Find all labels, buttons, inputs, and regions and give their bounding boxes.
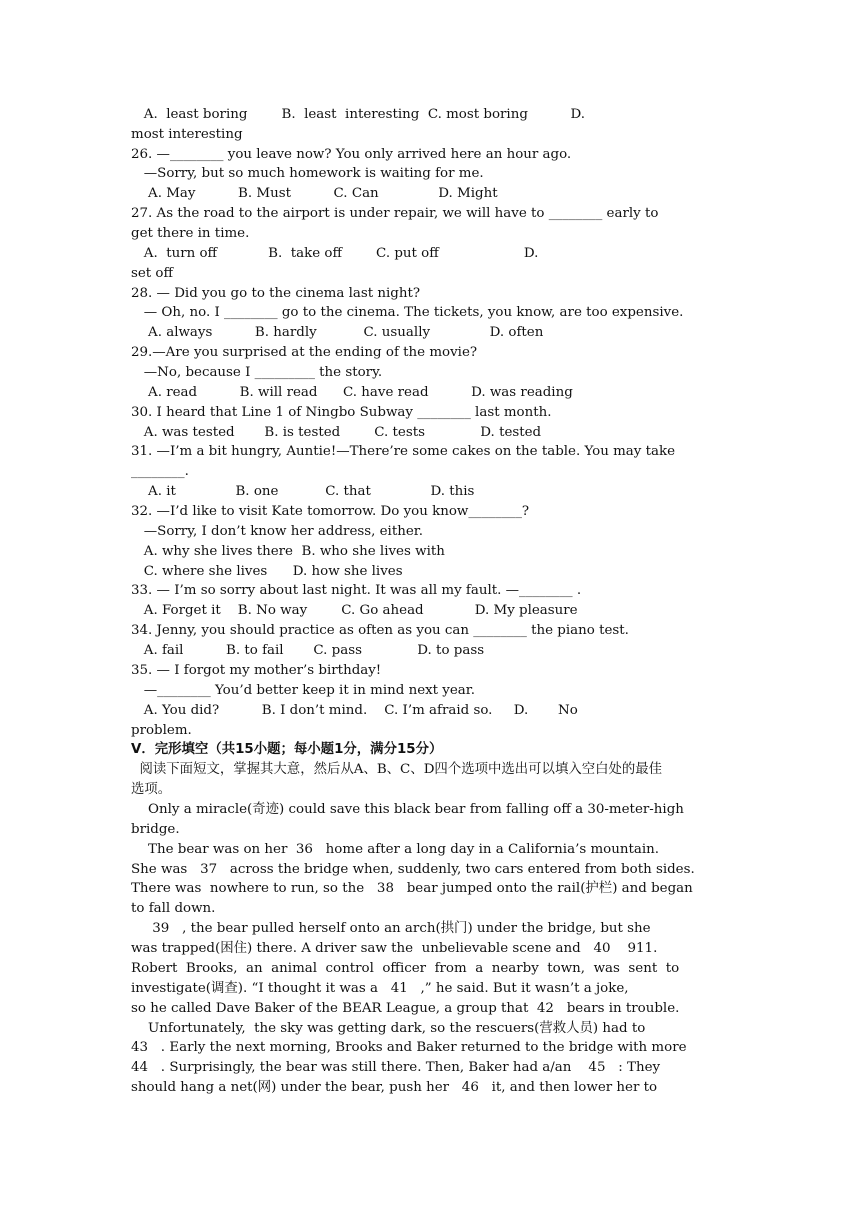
text-line: —Sorry, but so much homework is waiting for me.: [131, 166, 484, 181]
text-line: 27. As the road to the airport is under repair, we will have to ________ early to: [131, 206, 659, 221]
text-line: ________.: [131, 464, 189, 479]
text-line: 28. — Did you go to the cinema last night?: [131, 286, 421, 301]
text-line: 选项。: [131, 782, 172, 797]
text-line: — Oh, no. I ________ go to the cinema. The tickets, you know, are too expensive.: [131, 305, 684, 320]
text-line: 34. Jenny, you should practice as often as you can ________ the piano test.: [131, 623, 629, 638]
text-line: 32. —I’d like to visit Kate tomorrow. Do you know________?: [131, 504, 530, 519]
text-line: 31. —I’m a bit hungry, Auntie!—There’re some cakes on the table. You may take: [131, 444, 676, 459]
text-line: 30. I heard that Line 1 of Ningbo Subway ________ last month.: [131, 405, 552, 420]
text-line: 43 . Early the next morning, Brooks and Baker returned to the bridge with more: [131, 1040, 687, 1055]
text-line: The bear was on her 36 home after a long day in a California’s mountain.: [131, 842, 659, 857]
text-line: A. why she lives there B. who she lives with: [131, 544, 445, 559]
text-line: Robert Brooks, an animal control officer from a nearby town, was sent to: [131, 961, 680, 976]
text-line: A. was tested B. is tested C. tests D. tested: [131, 425, 542, 440]
text-line: investigate(调查). “I thought it was a 41 ,” he said. But it wasn’t a joke,: [131, 981, 629, 996]
text-line: A. read B. will read C. have read D. was reading: [131, 385, 573, 400]
text-line: 29.—Are you surprised at the ending of the movie?: [131, 345, 478, 360]
text-line: 33. — I’m so sorry about last night. It was all my fault. —________ .: [131, 583, 582, 598]
text-line: A. You did? B. I don’t mind. C. I’m afraid so. D. No: [131, 703, 578, 718]
text-line: problem.: [131, 723, 192, 738]
text-line: 39 , the bear pulled herself onto an arch(拱门) under the bridge, but she: [131, 921, 651, 936]
text-line: A. turn off B. take off C. put off D.: [131, 246, 539, 261]
text-line: Only a miracle(奇迹) could save this black bear from falling off a 30-meter-high: [131, 802, 684, 817]
text-line: A. it B. one C. that D. this: [131, 484, 475, 499]
text-line: 26. —________ you leave now? You only arrived here an hour ago.: [131, 147, 572, 162]
text-line: —Sorry, I don’t know her address, either.: [131, 524, 423, 539]
text-line: 阅读下面短文，掌握其大意，然后从A、B、C、D四个选项中选出可以填入空白处的最佳: [131, 762, 663, 777]
text-line: A. least boring B. least interesting C. most boring D.: [131, 107, 585, 122]
text-line: —No, because I _________ the story.: [131, 365, 383, 380]
text-line: 44 . Surprisingly, the bear was still there. Then, Baker had a/an 45 : They: [131, 1060, 661, 1075]
text-line: 35. — I forgot my mother’s birthday!: [131, 663, 382, 678]
text-line: C. where she lives D. how she lives: [131, 564, 403, 579]
text-line: A. Forget it B. No way C. Go ahead D. My pleasure: [131, 603, 578, 618]
text-line: bridge.: [131, 822, 180, 837]
text-line: to fall down.: [131, 901, 216, 916]
text-line: A. always B. hardly C. usually D. often: [131, 325, 544, 340]
text-line: was trapped(困住) there. A driver saw the unbelievable scene and 40 911.: [131, 941, 658, 956]
text-line: There was nowhere to run, so the 38 bear jumped onto the rail(护栏) and began: [131, 881, 693, 896]
text-line: She was 37 across the bridge when, suddenly, two cars entered from both sides.: [131, 862, 695, 877]
text-line: most interesting: [131, 127, 243, 142]
text-line: Unfortunately, the sky was getting dark, so the rescuers(营救人员) had to: [131, 1021, 646, 1036]
text-line: set off: [131, 266, 174, 281]
text-line: A. fail B. to fail C. pass D. to pass: [131, 643, 485, 658]
text-line: —________ You’d better keep it in mind next year.: [131, 683, 475, 698]
text-line: so he called Dave Baker of the BEAR League, a group that 42 bears in trouble.: [131, 1001, 680, 1016]
text-line: should hang a net(网) under the bear, push her 46 it, and then lower her to: [131, 1080, 658, 1095]
section-heading: V．完形填空（共15小题；每小题1分，满分15分）: [131, 742, 443, 757]
text-line: get there in time.: [131, 226, 250, 241]
text-line: A. May B. Must C. Can D. Might: [131, 186, 498, 201]
